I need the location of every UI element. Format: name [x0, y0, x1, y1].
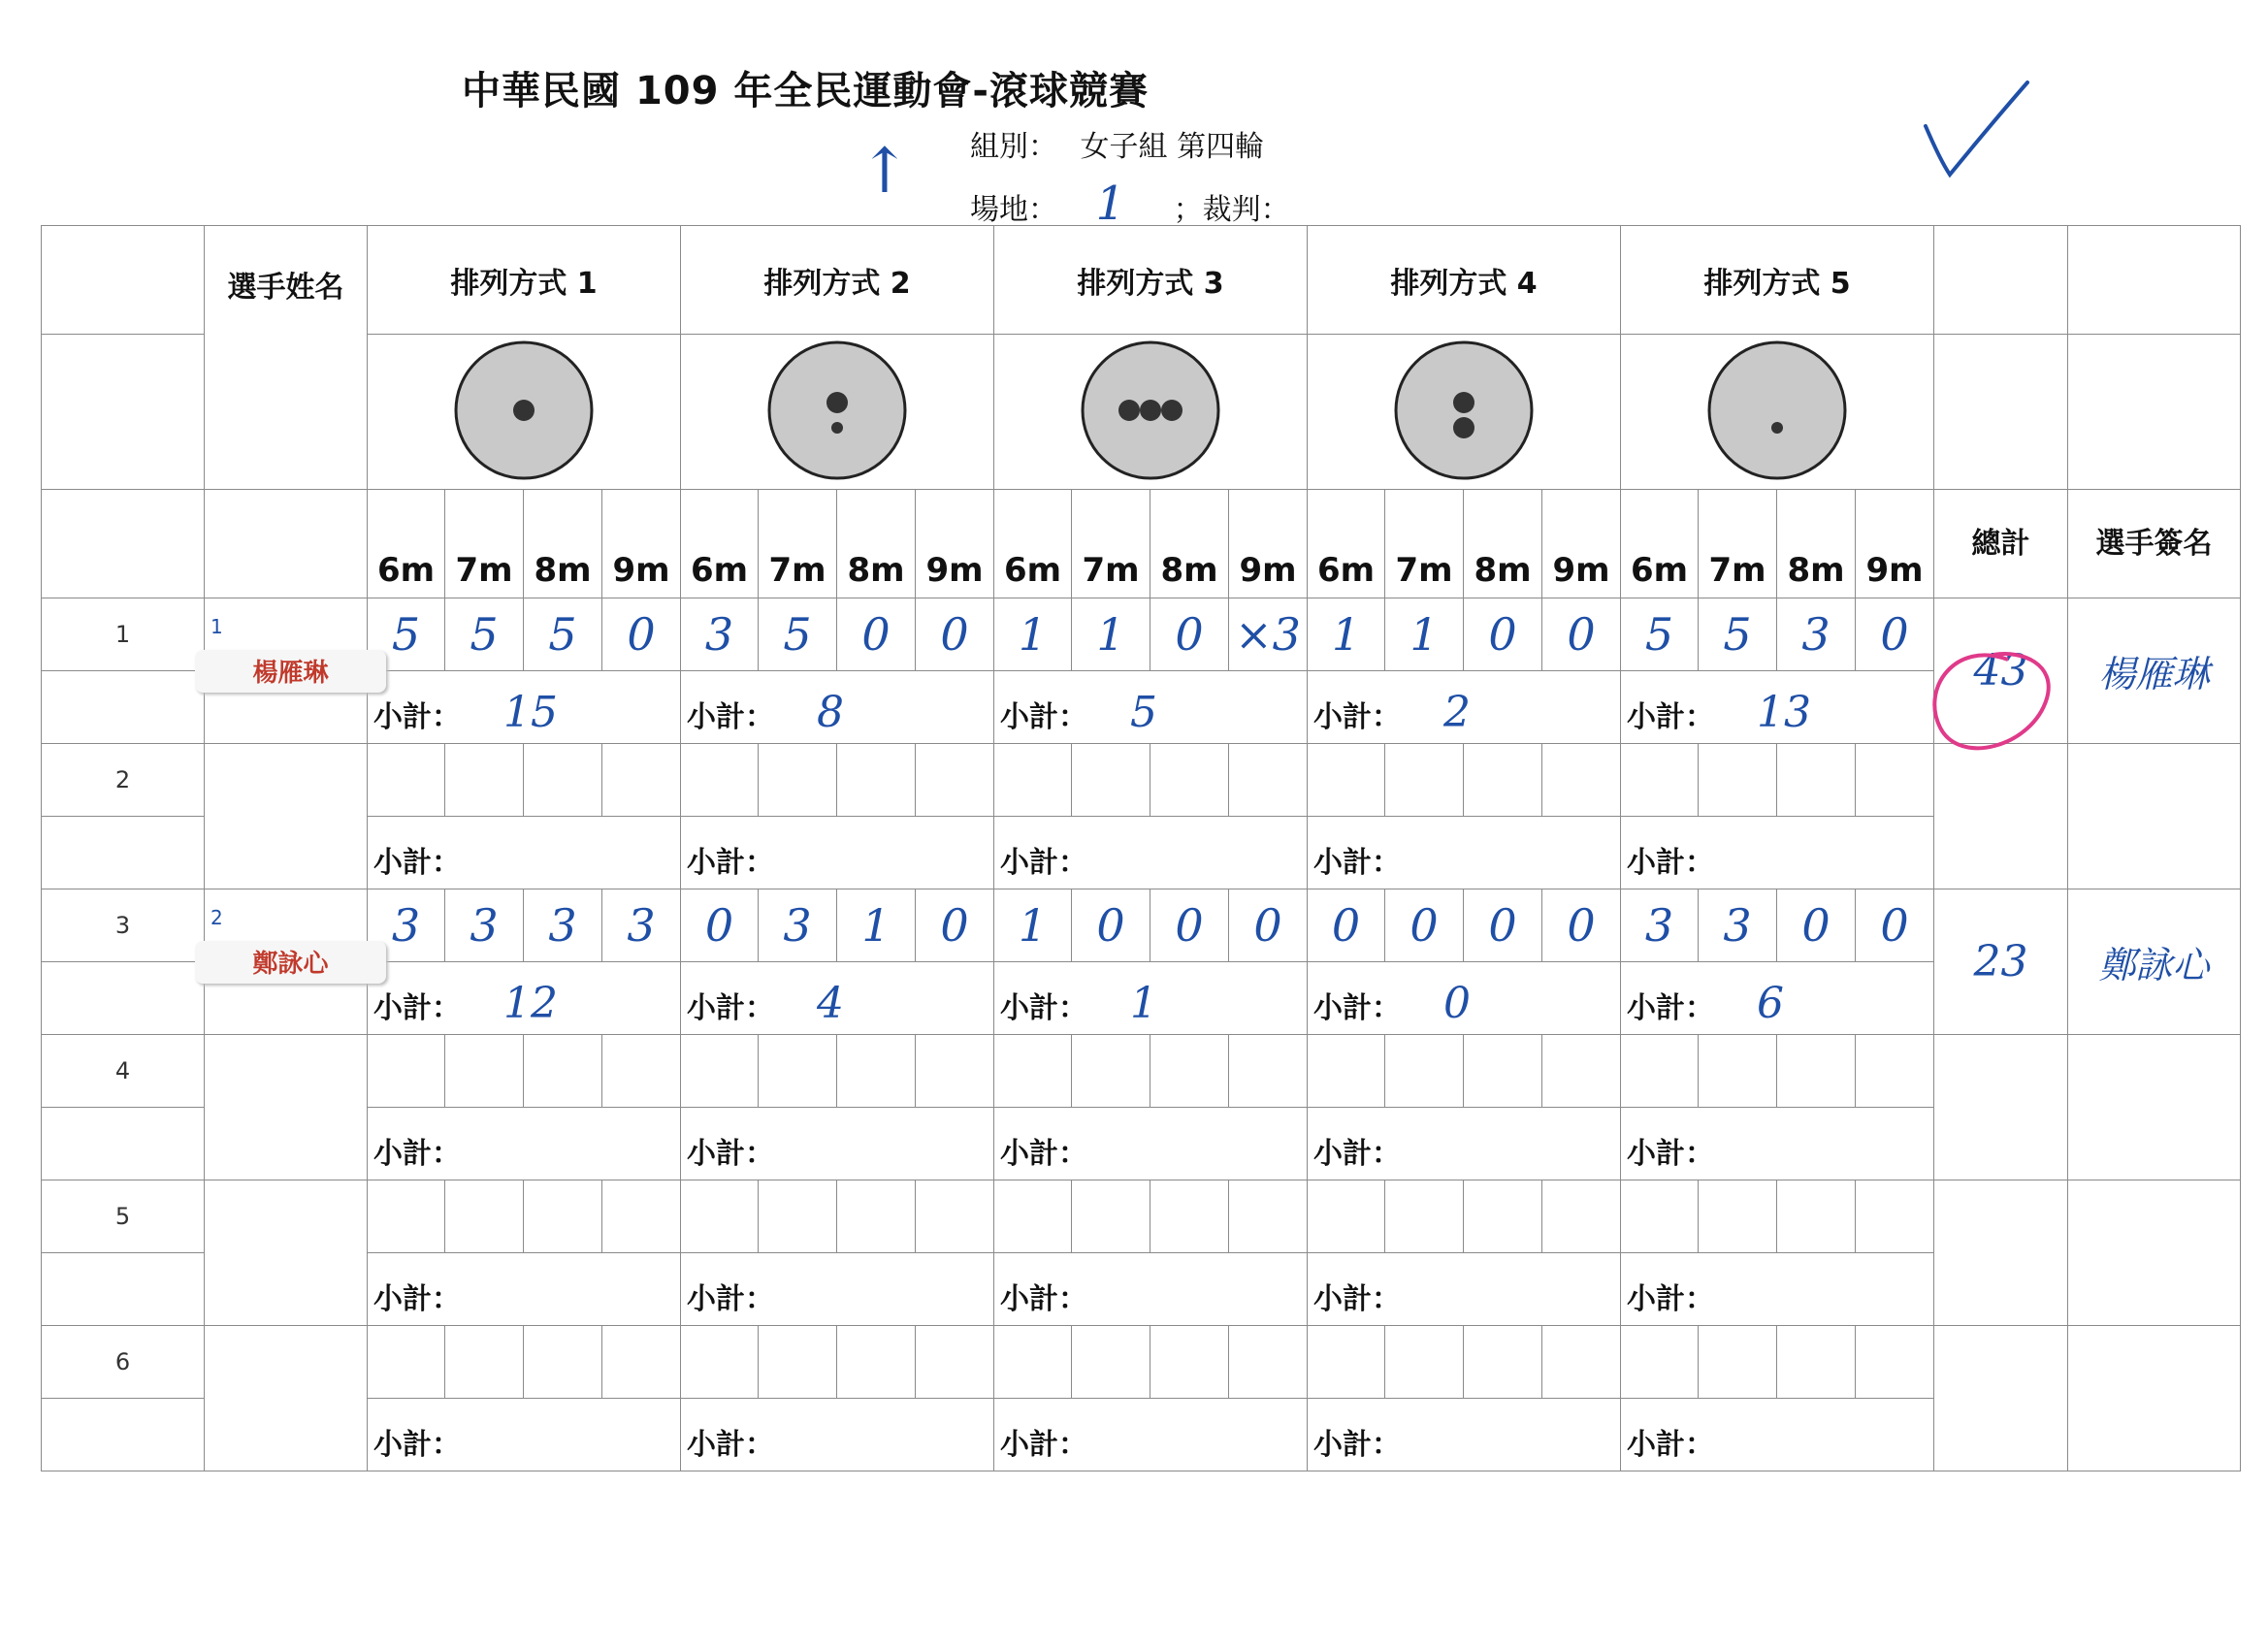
subtotal-value: 5: [1130, 688, 1157, 737]
subtotal-label: 小計：: [1313, 700, 1401, 734]
total-header: 總計: [1934, 490, 2068, 598]
player-order-mark: 1: [211, 614, 223, 638]
score-cell[interactable]: [994, 744, 1072, 817]
signature-cell[interactable]: [2068, 1180, 2241, 1326]
subtotal-cell[interactable]: [368, 1399, 681, 1471]
subtotal-cell[interactable]: [1621, 1399, 1934, 1471]
score-cell[interactable]: [1229, 744, 1308, 817]
score-cell[interactable]: 0: [916, 889, 994, 962]
distance-header: 6m: [368, 490, 445, 598]
blank-cell: [2068, 335, 2241, 490]
subtotal-value: 13: [1757, 688, 1811, 737]
subtotal-label: 小計：: [687, 700, 774, 734]
referee-label: ；裁判：: [1173, 193, 1290, 227]
score-cell[interactable]: [1308, 1180, 1385, 1253]
blank-header: [1934, 226, 2068, 335]
corner-cell: [42, 226, 205, 335]
score-cell[interactable]: 1: [994, 598, 1072, 671]
row-index-blank: [42, 1253, 205, 1326]
subtotal-cell[interactable]: [1308, 962, 1621, 1035]
score-cell[interactable]: 1: [994, 889, 1072, 962]
distance-header: 9m: [1856, 490, 1934, 598]
subtotal-cell[interactable]: [681, 817, 994, 889]
score-cell[interactable]: 5: [524, 598, 602, 671]
score-cell[interactable]: [837, 1035, 916, 1108]
formation-header: 排列方式 5: [1621, 226, 1934, 335]
subtotal-cell[interactable]: [368, 671, 681, 744]
score-cell[interactable]: [368, 1326, 445, 1399]
distance-header: 8m: [1464, 490, 1542, 598]
name-header: 選手姓名: [205, 226, 368, 490]
formation-diagram: [1621, 335, 1934, 490]
score-cell[interactable]: [681, 1035, 759, 1108]
score-cell[interactable]: [1308, 1035, 1385, 1108]
row-index-blank: [42, 1108, 205, 1180]
subtotal-value: 6: [1757, 979, 1784, 1028]
score-cell[interactable]: 5: [1699, 598, 1777, 671]
subtotal-label: 小計：: [373, 1282, 461, 1316]
formation-diagram-icon: [1704, 338, 1850, 483]
score-cell[interactable]: [1072, 1035, 1150, 1108]
score-cell[interactable]: [1542, 1180, 1621, 1253]
score-cell[interactable]: [1699, 1180, 1777, 1253]
score-cell[interactable]: 3: [524, 889, 602, 962]
score-cell[interactable]: [916, 1035, 994, 1108]
subtotal-value: 4: [817, 979, 844, 1028]
row-index: 3: [42, 889, 205, 962]
row-index: 4: [42, 1035, 205, 1108]
score-cell[interactable]: [837, 1180, 916, 1253]
score-cell[interactable]: [1464, 744, 1542, 817]
corner-cell: [205, 490, 368, 598]
row-index-blank: [42, 1399, 205, 1471]
subtotal-cell[interactable]: [1308, 1253, 1621, 1326]
score-cell[interactable]: [681, 744, 759, 817]
player-order-mark: 2: [211, 905, 223, 929]
score-cell[interactable]: 3: [1621, 889, 1699, 962]
score-cell[interactable]: [916, 744, 994, 817]
score-cell[interactable]: [602, 1326, 681, 1399]
score-cell[interactable]: [1777, 1180, 1856, 1253]
subtotal-label: 小計：: [687, 1137, 774, 1171]
score-cell[interactable]: 0: [916, 598, 994, 671]
blank-cell: [1934, 335, 2068, 490]
score-cell[interactable]: [916, 1180, 994, 1253]
score-cell[interactable]: [1777, 1035, 1856, 1108]
subtotal-value: 12: [503, 979, 558, 1028]
subtotal-cell[interactable]: [681, 962, 994, 1035]
subtotal-label: 小計：: [1313, 1282, 1401, 1316]
score-cell[interactable]: 1: [837, 889, 916, 962]
subtotal-label: 小計：: [687, 1428, 774, 1462]
score-cell[interactable]: [1777, 744, 1856, 817]
score-cell[interactable]: 0: [1150, 598, 1229, 671]
subtotal-label: 小計：: [687, 846, 774, 880]
formation-diagram: [368, 335, 681, 490]
score-cell[interactable]: [445, 744, 524, 817]
page-title: 中華民國 109 年全民運動會-滾球競賽: [462, 69, 1149, 113]
subtotal-cell[interactable]: [1308, 1108, 1621, 1180]
score-cell[interactable]: [602, 744, 681, 817]
subtotal-cell[interactable]: [368, 1108, 681, 1180]
score-cell[interactable]: [1699, 1326, 1777, 1399]
score-cell[interactable]: 5: [759, 598, 837, 671]
subtotal-label: 小計：: [1627, 1137, 1714, 1171]
check-icon: [1916, 78, 2042, 184]
score-cell[interactable]: 1: [1308, 598, 1385, 671]
formation-header: 排列方式 1: [368, 226, 681, 335]
distance-header: 9m: [602, 490, 681, 598]
formation-diagram: [1308, 335, 1621, 490]
subtotal-cell[interactable]: [994, 962, 1308, 1035]
score-cell[interactable]: [681, 1326, 759, 1399]
score-cell[interactable]: [1621, 744, 1699, 817]
score-cell[interactable]: 3: [1699, 889, 1777, 962]
formation-diagram: [681, 335, 994, 490]
score-cell[interactable]: [1542, 744, 1621, 817]
player-name-cell: [205, 889, 368, 1035]
signature-cell[interactable]: 楊雁琳: [2068, 598, 2241, 744]
score-cell[interactable]: [1229, 1326, 1308, 1399]
formation-diagram: [994, 335, 1308, 490]
formation-diagram-icon: [1078, 338, 1223, 483]
score-cell[interactable]: 5: [445, 598, 524, 671]
score-cell[interactable]: [1542, 1035, 1621, 1108]
signature-cell[interactable]: [2068, 1035, 2241, 1180]
player-name-cell: [205, 1035, 368, 1180]
score-cell[interactable]: 3: [368, 889, 445, 962]
distance-header: 9m: [1542, 490, 1621, 598]
score-cell[interactable]: [445, 1326, 524, 1399]
total-circle-mark: [1916, 630, 2061, 776]
distance-header: 7m: [1072, 490, 1150, 598]
distance-header: 6m: [994, 490, 1072, 598]
score-cell[interactable]: [681, 1180, 759, 1253]
subtotal-value: 8: [817, 688, 844, 737]
score-cell[interactable]: [445, 1035, 524, 1108]
distance-header: 8m: [837, 490, 916, 598]
subtotal-label: 小計：: [1000, 1428, 1087, 1462]
score-cell[interactable]: 0: [1464, 889, 1542, 962]
score-cell[interactable]: 0: [1777, 889, 1856, 962]
player-name: 楊雁琳: [195, 650, 386, 693]
subtotal-cell[interactable]: [1621, 1253, 1934, 1326]
subtotal-cell[interactable]: [994, 1399, 1308, 1471]
score-cell[interactable]: [524, 1035, 602, 1108]
score-cell[interactable]: 5: [368, 598, 445, 671]
score-cell[interactable]: [602, 1180, 681, 1253]
corner-cell: [42, 490, 205, 598]
subtotal-label: 小計：: [1627, 700, 1714, 734]
score-cell[interactable]: 0: [681, 889, 759, 962]
distance-header: 7m: [445, 490, 524, 598]
subtotal-label: 小計：: [1000, 1137, 1087, 1171]
subtotal-label: 小計：: [373, 1137, 461, 1171]
subtotal-label: 小計：: [1627, 1282, 1714, 1316]
score-cell[interactable]: 0: [1229, 889, 1308, 962]
score-cell[interactable]: [368, 1035, 445, 1108]
player-name: 鄭詠心: [195, 941, 386, 984]
subtotal-label: 小計：: [1313, 1137, 1401, 1171]
score-cell[interactable]: 0: [1308, 889, 1385, 962]
score-cell[interactable]: 0: [837, 598, 916, 671]
distance-header: 9m: [916, 490, 994, 598]
signature-cell[interactable]: [2068, 744, 2241, 889]
distance-header: 7m: [759, 490, 837, 598]
subtotal-label: 小計：: [1313, 846, 1401, 880]
score-cell[interactable]: 0: [1856, 598, 1934, 671]
score-cell[interactable]: 1: [1072, 598, 1150, 671]
subtotal-cell[interactable]: [1621, 817, 1934, 889]
score-cell[interactable]: 0: [1856, 889, 1934, 962]
subtotal-cell[interactable]: [1621, 671, 1934, 744]
score-cell[interactable]: 3: [1777, 598, 1856, 671]
formation-header: 排列方式 3: [994, 226, 1308, 335]
arrow-annotation: ↑: [859, 136, 911, 208]
venue-field: [970, 177, 1290, 231]
row-index: 5: [42, 1180, 205, 1253]
subtotal-label: 小計：: [373, 991, 461, 1025]
distance-header: 6m: [681, 490, 759, 598]
distance-header: 6m: [1308, 490, 1385, 598]
group-value: 女子組 第四輪: [1080, 130, 1265, 164]
score-cell[interactable]: [1777, 1326, 1856, 1399]
signature-cell[interactable]: 鄭詠心: [2068, 889, 2241, 1035]
score-cell[interactable]: [837, 744, 916, 817]
score-cell[interactable]: [1856, 1035, 1934, 1108]
score-cell[interactable]: [1308, 1326, 1385, 1399]
subtotal-label: 小計：: [1000, 700, 1087, 734]
score-cell[interactable]: 3: [759, 889, 837, 962]
subtotal-cell[interactable]: [994, 1253, 1308, 1326]
total-cell[interactable]: [1934, 1180, 2068, 1326]
score-cell[interactable]: [759, 1326, 837, 1399]
subtotal-label: 小計：: [687, 991, 774, 1025]
score-cell[interactable]: 5: [1621, 598, 1699, 671]
subtotal-label: 小計：: [1313, 1428, 1401, 1462]
score-cell[interactable]: [1699, 744, 1777, 817]
score-cell[interactable]: [994, 1180, 1072, 1253]
score-cell[interactable]: 0: [1385, 889, 1464, 962]
score-cell[interactable]: [1856, 1180, 1934, 1253]
subtotal-label: 小計：: [373, 846, 461, 880]
score-cell[interactable]: [1308, 744, 1385, 817]
score-cell[interactable]: 3: [681, 598, 759, 671]
score-cell[interactable]: [1856, 1326, 1934, 1399]
venue-label: 場地：: [970, 193, 1057, 227]
score-cell[interactable]: 0: [1542, 889, 1621, 962]
subtotal-cell[interactable]: [1621, 1108, 1934, 1180]
row-index: 1: [42, 598, 205, 671]
score-cell[interactable]: ×3: [1229, 598, 1308, 671]
score-cell[interactable]: 1: [1385, 598, 1464, 671]
corner-cell: [42, 335, 205, 490]
subtotal-cell[interactable]: [368, 1253, 681, 1326]
score-cell[interactable]: [1464, 1035, 1542, 1108]
score-cell[interactable]: [916, 1326, 994, 1399]
distance-header: 7m: [1385, 490, 1464, 598]
subtotal-cell[interactable]: [1621, 962, 1934, 1035]
distance-header: 7m: [1699, 490, 1777, 598]
score-cell[interactable]: [1072, 1326, 1150, 1399]
group-field: [970, 122, 1264, 165]
score-cell[interactable]: 0: [1150, 889, 1229, 962]
group-label: 組別：: [970, 130, 1057, 164]
score-cell[interactable]: [1621, 1326, 1699, 1399]
score-cell[interactable]: [524, 1180, 602, 1253]
subtotal-value: 0: [1443, 979, 1471, 1028]
score-cell[interactable]: [368, 744, 445, 817]
score-cell[interactable]: [1150, 1180, 1229, 1253]
signature-cell[interactable]: [2068, 1326, 2241, 1471]
score-cell[interactable]: 0: [1464, 598, 1542, 671]
score-cell[interactable]: [524, 744, 602, 817]
subtotal-cell[interactable]: [1308, 817, 1621, 889]
score-cell[interactable]: [1072, 744, 1150, 817]
subtotal-cell[interactable]: [681, 1399, 994, 1471]
formation-header: 排列方式 2: [681, 226, 994, 335]
score-cell[interactable]: [368, 1180, 445, 1253]
subtotal-label: 小計：: [1627, 846, 1714, 880]
player-name-cell: [205, 744, 368, 889]
venue-value: 1: [1095, 177, 1126, 231]
score-cell[interactable]: [837, 1326, 916, 1399]
subtotal-label: 小計：: [1000, 846, 1087, 880]
score-cell[interactable]: [1385, 744, 1464, 817]
distance-header: 9m: [1229, 490, 1308, 598]
player-name-cell: [205, 1326, 368, 1471]
row-index-blank: [42, 962, 205, 1035]
subtotal-value: 15: [503, 688, 558, 737]
score-cell[interactable]: [1385, 1326, 1464, 1399]
formation-diagram-icon: [451, 338, 597, 483]
subtotal-label: 小計：: [1627, 1428, 1714, 1462]
score-cell[interactable]: [1699, 1035, 1777, 1108]
total-cell[interactable]: [1934, 1326, 2068, 1471]
distance-header: 8m: [1777, 490, 1856, 598]
subtotal-value: 2: [1443, 688, 1471, 737]
score-cell[interactable]: 0: [602, 598, 681, 671]
score-table: [41, 225, 2241, 1471]
score-cell[interactable]: [1464, 1326, 1542, 1399]
score-cell[interactable]: [759, 1035, 837, 1108]
formation-header: 排列方式 4: [1308, 226, 1621, 335]
subtotal-cell[interactable]: [681, 1253, 994, 1326]
subtotal-cell[interactable]: [1308, 671, 1621, 744]
subtotal-cell[interactable]: [1308, 1399, 1621, 1471]
score-cell[interactable]: [1385, 1035, 1464, 1108]
subtotal-cell[interactable]: [681, 1108, 994, 1180]
player-name-cell: [205, 1180, 368, 1326]
subtotal-label: 小計：: [687, 1282, 774, 1316]
score-cell[interactable]: [1385, 1180, 1464, 1253]
score-cell[interactable]: [994, 1326, 1072, 1399]
total-cell[interactable]: 43: [1934, 598, 2068, 744]
score-cell[interactable]: [1150, 744, 1229, 817]
score-cell[interactable]: 3: [602, 889, 681, 962]
total-cell[interactable]: 23: [1934, 889, 2068, 1035]
subtotal-value: 1: [1130, 979, 1157, 1028]
distance-header: 6m: [1621, 490, 1699, 598]
subtotal-cell[interactable]: [681, 671, 994, 744]
subtotal-label: 小計：: [1000, 1282, 1087, 1316]
score-cell[interactable]: [445, 1180, 524, 1253]
row-index-blank: [42, 671, 205, 744]
score-cell[interactable]: [1542, 1326, 1621, 1399]
score-cell[interactable]: 0: [1072, 889, 1150, 962]
subtotal-label: 小計：: [373, 1428, 461, 1462]
score-cell[interactable]: [524, 1326, 602, 1399]
distance-header: 8m: [1150, 490, 1229, 598]
score-cell[interactable]: [1464, 1180, 1542, 1253]
subtotal-cell[interactable]: [368, 962, 681, 1035]
score-cell[interactable]: 0: [1542, 598, 1621, 671]
score-cell[interactable]: [1621, 1180, 1699, 1253]
score-cell[interactable]: 3: [445, 889, 524, 962]
row-index-blank: [42, 817, 205, 889]
subtotal-cell[interactable]: [368, 817, 681, 889]
score-cell[interactable]: [1150, 1326, 1229, 1399]
subtotal-label: 小計：: [1627, 991, 1714, 1025]
score-cell[interactable]: [1229, 1035, 1308, 1108]
subtotal-cell[interactable]: [994, 1108, 1308, 1180]
distance-header: 8m: [524, 490, 602, 598]
score-cell[interactable]: [1072, 1180, 1150, 1253]
subtotal-label: 小計：: [373, 700, 461, 734]
score-cell[interactable]: [759, 744, 837, 817]
row-index: 6: [42, 1326, 205, 1399]
subtotal-label: 小計：: [1313, 991, 1401, 1025]
score-cell[interactable]: [1150, 1035, 1229, 1108]
score-cell[interactable]: [759, 1180, 837, 1253]
score-cell[interactable]: [1229, 1180, 1308, 1253]
signature-header: 選手簽名: [2068, 490, 2241, 598]
blank-header: [2068, 226, 2241, 335]
score-cell[interactable]: [602, 1035, 681, 1108]
row-index: 2: [42, 744, 205, 817]
score-cell[interactable]: [994, 1035, 1072, 1108]
player-name-cell: [205, 598, 368, 744]
subtotal-cell[interactable]: [994, 817, 1308, 889]
subtotal-label: 小計：: [1000, 991, 1087, 1025]
score-cell[interactable]: [1621, 1035, 1699, 1108]
subtotal-cell[interactable]: [994, 671, 1308, 744]
total-cell[interactable]: [1934, 1035, 2068, 1180]
formation-diagram-icon: [1391, 338, 1537, 483]
formation-diagram-icon: [764, 338, 910, 483]
